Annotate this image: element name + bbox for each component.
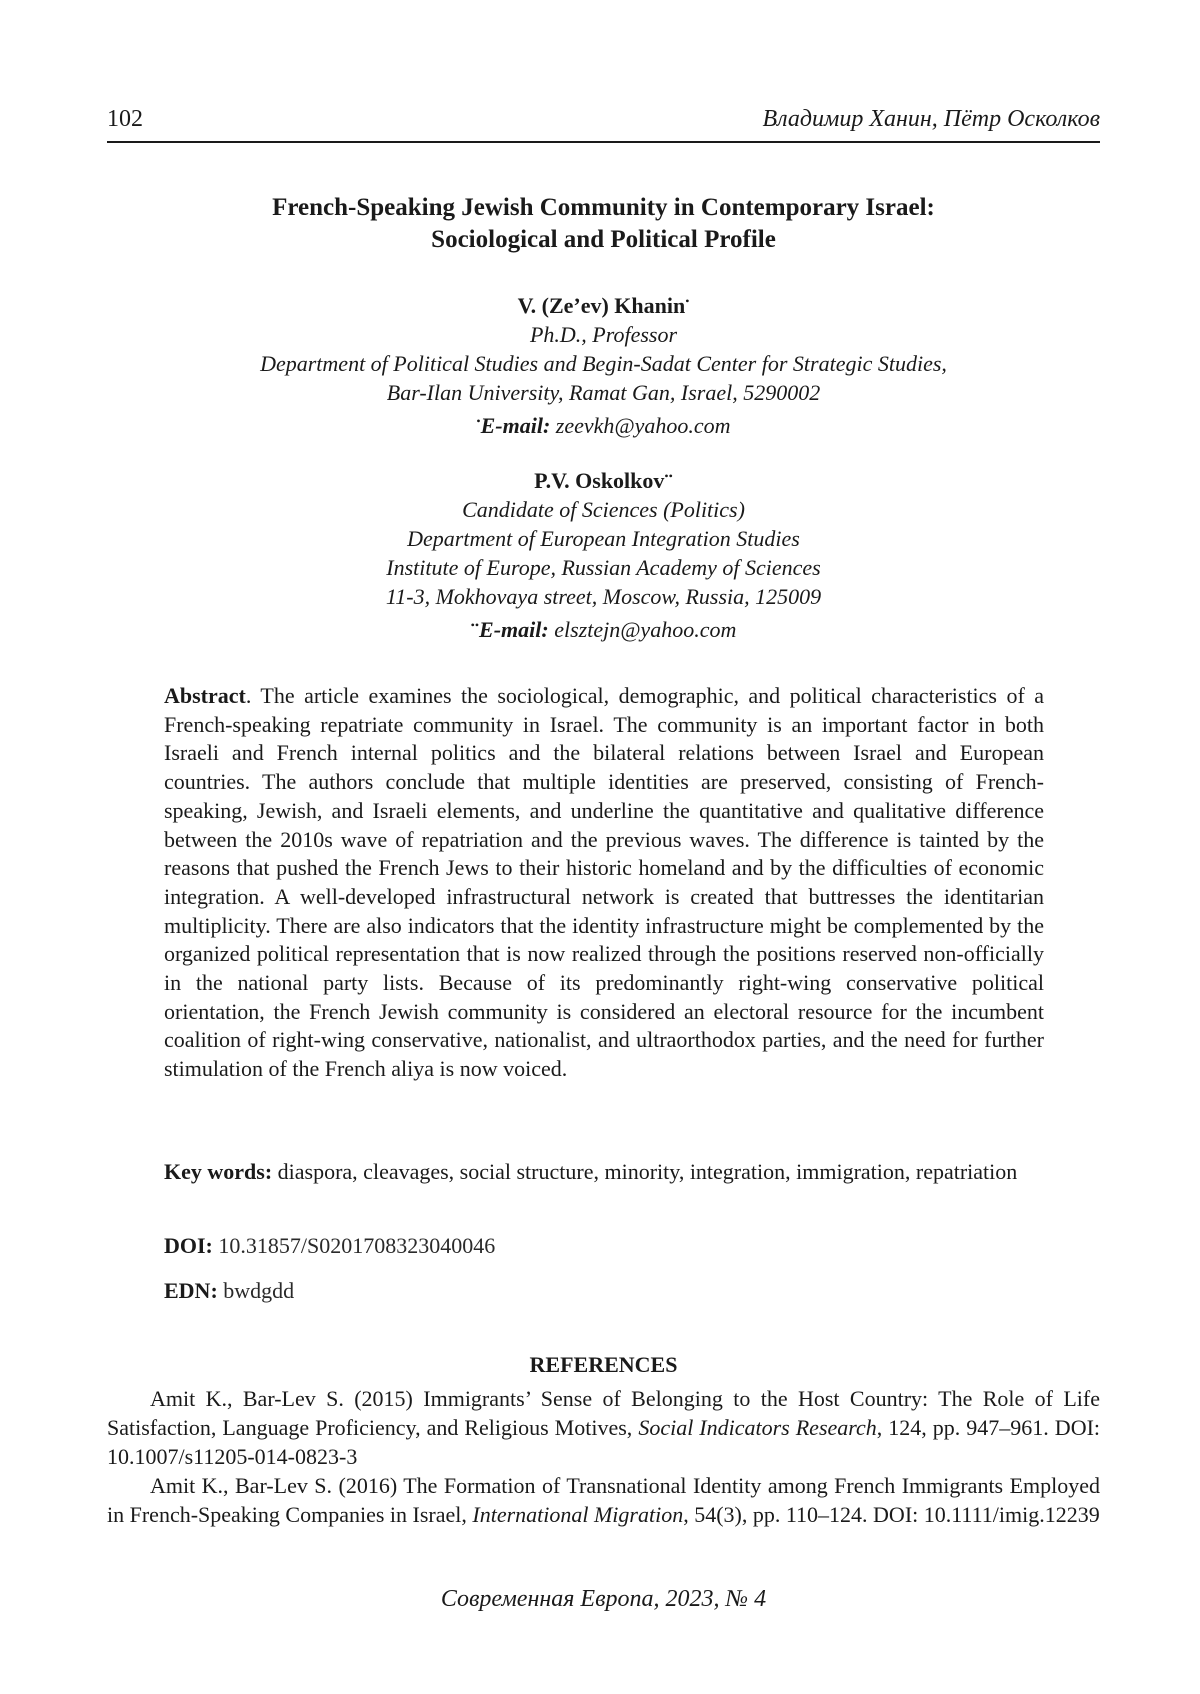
- reference-journal: Social Indicators Research: [638, 1415, 877, 1440]
- reference-details: , 124, pp. 947–961. DOI: 10.1007/s11205-014-0823-3: [107, 1415, 1101, 1469]
- author-1-block: [107, 287, 1100, 440]
- author-2-block: [107, 462, 1100, 644]
- author-1-affiliation-1: Department of Political Studies and Begin-Sadat Center for Strategic Studies,: [260, 351, 947, 376]
- references-list: [107, 1384, 1100, 1529]
- edn: [164, 1277, 1044, 1306]
- author-2-email-label: E-mail:: [479, 617, 549, 642]
- reference-details: , 54(3), pp. 110–124. DOI: 10.1111/imig.12239: [683, 1502, 1100, 1527]
- author-2-mark: ••: [664, 469, 673, 483]
- author-2-affiliation-1: Department of European Integration Studies: [407, 526, 800, 551]
- author-2-affiliation-2: Institute of Europe, Russian Academy of Sciences: [386, 555, 821, 580]
- keywords-text: diaspora, cleavages, social structure, minority, integration, immigration, repatriation: [277, 1159, 1018, 1184]
- doi-value[interactable]: 10.31857/S0201708323040046: [218, 1233, 496, 1258]
- author-1-email-mark: •: [476, 414, 481, 428]
- header-rule: [107, 141, 1100, 143]
- reference-journal: International Migration: [472, 1502, 684, 1527]
- abstract: [164, 682, 1044, 1084]
- keywords: [164, 1158, 1044, 1187]
- author-2-affiliation-3: 11-3, Mokhovaya street, Moscow, Russia, 125009: [385, 584, 822, 609]
- running-authors: Владимир Ханин, Пётр Осколков: [762, 106, 1100, 132]
- author-1-email[interactable]: zeevkh@yahoo.com: [555, 413, 731, 438]
- reference-item: [107, 1384, 1100, 1471]
- author-2-email-mark: ••: [470, 618, 480, 632]
- reference-item: [107, 1471, 1100, 1529]
- author-1-mark: •: [685, 294, 690, 308]
- abstract-label: Abstract: [164, 683, 246, 708]
- author-2-degree: Candidate of Sciences (Politics): [462, 497, 745, 522]
- running-header: [107, 104, 1100, 134]
- author-1-email-label: E-mail:: [480, 413, 551, 438]
- author-1-affiliation-2: Bar-Ilan University, Ramat Gan, Israel, 5290002: [386, 380, 821, 405]
- article-title: [107, 192, 1100, 256]
- author-1-name: V. (Ze’ev) Khanin: [517, 293, 686, 318]
- reference-text: Amit K., Bar-Lev S. (2016) The Formation of Transnational Identity among French Immigrants Employed in French-Speaking Companies in Israel,: [107, 1473, 1100, 1527]
- keywords-label: Key words:: [164, 1159, 273, 1184]
- journal-footer: Современная Европа, 2023, № 4: [440, 1586, 767, 1612]
- title-line-1: French-Speaking Jewish Community in Contemporary Israel:: [272, 194, 935, 221]
- author-1-degree: Ph.D., Professor: [529, 322, 678, 347]
- edn-label: EDN:: [164, 1278, 218, 1303]
- title-line-2: Sociological and Political Profile: [431, 226, 776, 253]
- doi-label: DOI:: [164, 1233, 213, 1258]
- edn-value: bwdgdd: [223, 1278, 295, 1303]
- abstract-text: . The article examines the sociological, demographic, and political characteristics of a French-speaking repatriate community in Israel. The community is an important factor in both Israeli and French internal politics and the bilateral relations between Israel and European countries. The authors conclude that multiple identities are preserved, consisting of French-speaking, Jewish, and Israeli elements, and underline the quantitative and qualitative difference between the 2010s wave of repatriation and the previous waves. The difference is tainted by the reasons that pushed the French Jews to their historic homeland and by the difficulties of economic integration. A well-developed infrastructural network is created that buttresses the identitarian multiplicity. There are also indicators that the identity infrastructure might be complemented by the organized political representation that is now realized through the positions reserved non-officially in the national party lists. Because of its predominantly right-wing conservative political orientation, the French Jewish community is considered an electoral resource for the incumbent coalition of right-wing conservative, nationalist, and ultraorthodox parties, and the need for further stimulation of the French aliya is now voiced.: [164, 683, 1044, 1082]
- reference-text: Amit K., Bar-Lev S. (2015) Immigrants’ Sense of Belonging to the Host Country: The Role of Life Satisfaction, Language Proficiency, and Religious Motives,: [107, 1386, 1100, 1440]
- author-2-email[interactable]: elsztejn@yahoo.com: [554, 617, 737, 642]
- doi: [164, 1232, 1044, 1261]
- references-heading: REFERENCES: [529, 1352, 678, 1377]
- page-number: 102: [107, 106, 143, 132]
- author-2-name: P.V. Oskolkov: [534, 468, 665, 493]
